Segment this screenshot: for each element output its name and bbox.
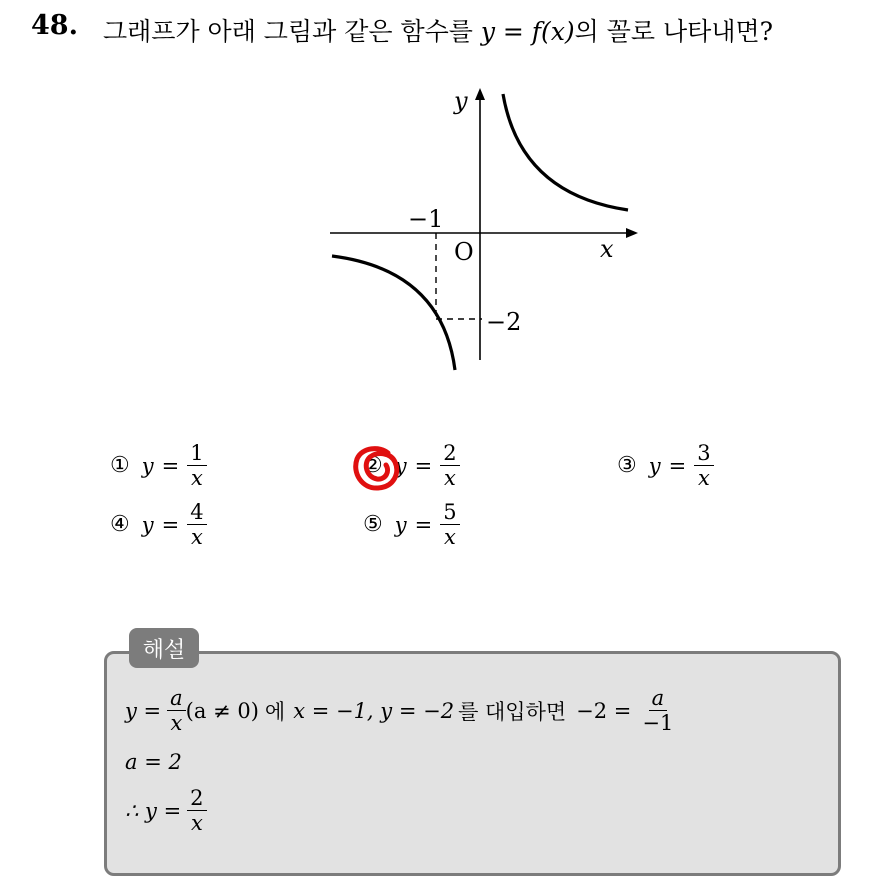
solution-fraction-a-over-neg1 xyxy=(639,686,676,735)
choice-fraction xyxy=(694,441,713,490)
choice-fraction xyxy=(440,441,459,490)
choice-equals: = xyxy=(414,453,433,478)
solution-label: 해설 xyxy=(129,628,199,668)
answer-circle-mark xyxy=(350,443,406,495)
hyperbola-branch-left xyxy=(332,256,455,370)
choice-fraction xyxy=(187,441,206,490)
choice-number: ② xyxy=(363,453,383,479)
choice-denominator: x xyxy=(443,525,456,550)
choice-denominator: x xyxy=(190,466,203,491)
choice-fraction xyxy=(187,500,206,549)
solution-therefore: ∴ y = xyxy=(125,798,182,823)
solution-line-1 xyxy=(125,686,676,735)
solution-denominator: −1 xyxy=(642,711,674,736)
choice-3[interactable] xyxy=(617,441,714,490)
x-marker-label: −1 xyxy=(408,205,444,233)
choice-number: ⑤ xyxy=(363,512,383,538)
choice-lhs: y xyxy=(394,512,407,537)
choice-number: ④ xyxy=(110,512,130,538)
choice-denominator: x xyxy=(697,466,710,491)
solution-line-3 xyxy=(125,786,207,835)
solution-numerator: 2 xyxy=(187,786,206,811)
question-text-before: 그래프가 아래 그림과 같은 함수를 xyxy=(103,17,473,46)
choice-equals: = xyxy=(668,453,687,478)
choice-numerator: 2 xyxy=(440,441,459,466)
solution-substitution: x = −1, y = −2 xyxy=(293,698,455,723)
solution-numerator: a xyxy=(167,686,186,711)
x-axis-arrow xyxy=(626,228,638,238)
hyperbola-graph xyxy=(320,82,640,382)
solution-text: 에 xyxy=(264,699,286,724)
choice-4[interactable] xyxy=(110,500,207,549)
solution-denominator: x xyxy=(170,711,183,736)
choice-equals: = xyxy=(161,512,180,537)
choice-equals: = xyxy=(161,453,180,478)
question-function: y = f(x) xyxy=(480,17,575,46)
choice-5[interactable] xyxy=(363,500,460,549)
question-text xyxy=(103,12,773,48)
choice-numerator: 1 xyxy=(187,441,206,466)
hyperbola-branch-right xyxy=(503,94,628,210)
choice-lhs: y xyxy=(648,453,661,478)
choice-numerator: 4 xyxy=(187,500,206,525)
choice-numerator: 3 xyxy=(694,441,713,466)
solution-text: 를 대입하면 xyxy=(458,699,567,724)
y-marker-label: −2 xyxy=(486,308,522,336)
origin-label: O xyxy=(454,238,474,266)
choice-lhs: y xyxy=(141,512,154,537)
y-axis-arrow xyxy=(475,88,485,100)
x-axis-label: x xyxy=(600,235,614,263)
y-axis-label: y xyxy=(454,87,468,115)
solution-fraction-a-over-x xyxy=(167,686,186,735)
solution-condition: (a ≠ 0) xyxy=(185,698,259,723)
question-number: 48. xyxy=(31,10,78,41)
choice-lhs: y xyxy=(394,453,407,478)
solution-box xyxy=(104,651,841,876)
solution-final-fraction xyxy=(187,786,206,835)
solution-line-2: a = 2 xyxy=(125,750,182,774)
choice-fraction xyxy=(440,500,459,549)
choice-number: ① xyxy=(110,453,130,479)
question-text-after: 의 꼴로 나타내면? xyxy=(574,17,774,46)
choice-denominator: x xyxy=(190,525,203,550)
choice-equals: = xyxy=(414,512,433,537)
choice-denominator: x xyxy=(443,466,456,491)
solution-rhs: −2 = xyxy=(576,698,632,723)
choice-numerator: 5 xyxy=(440,500,459,525)
solution-numerator: a xyxy=(649,686,668,711)
solution-denominator: x xyxy=(190,811,203,836)
solution-lhs: y = xyxy=(125,698,162,723)
choice-1[interactable] xyxy=(110,441,207,490)
choice-lhs: y xyxy=(141,453,154,478)
choice-number: ③ xyxy=(617,453,637,479)
